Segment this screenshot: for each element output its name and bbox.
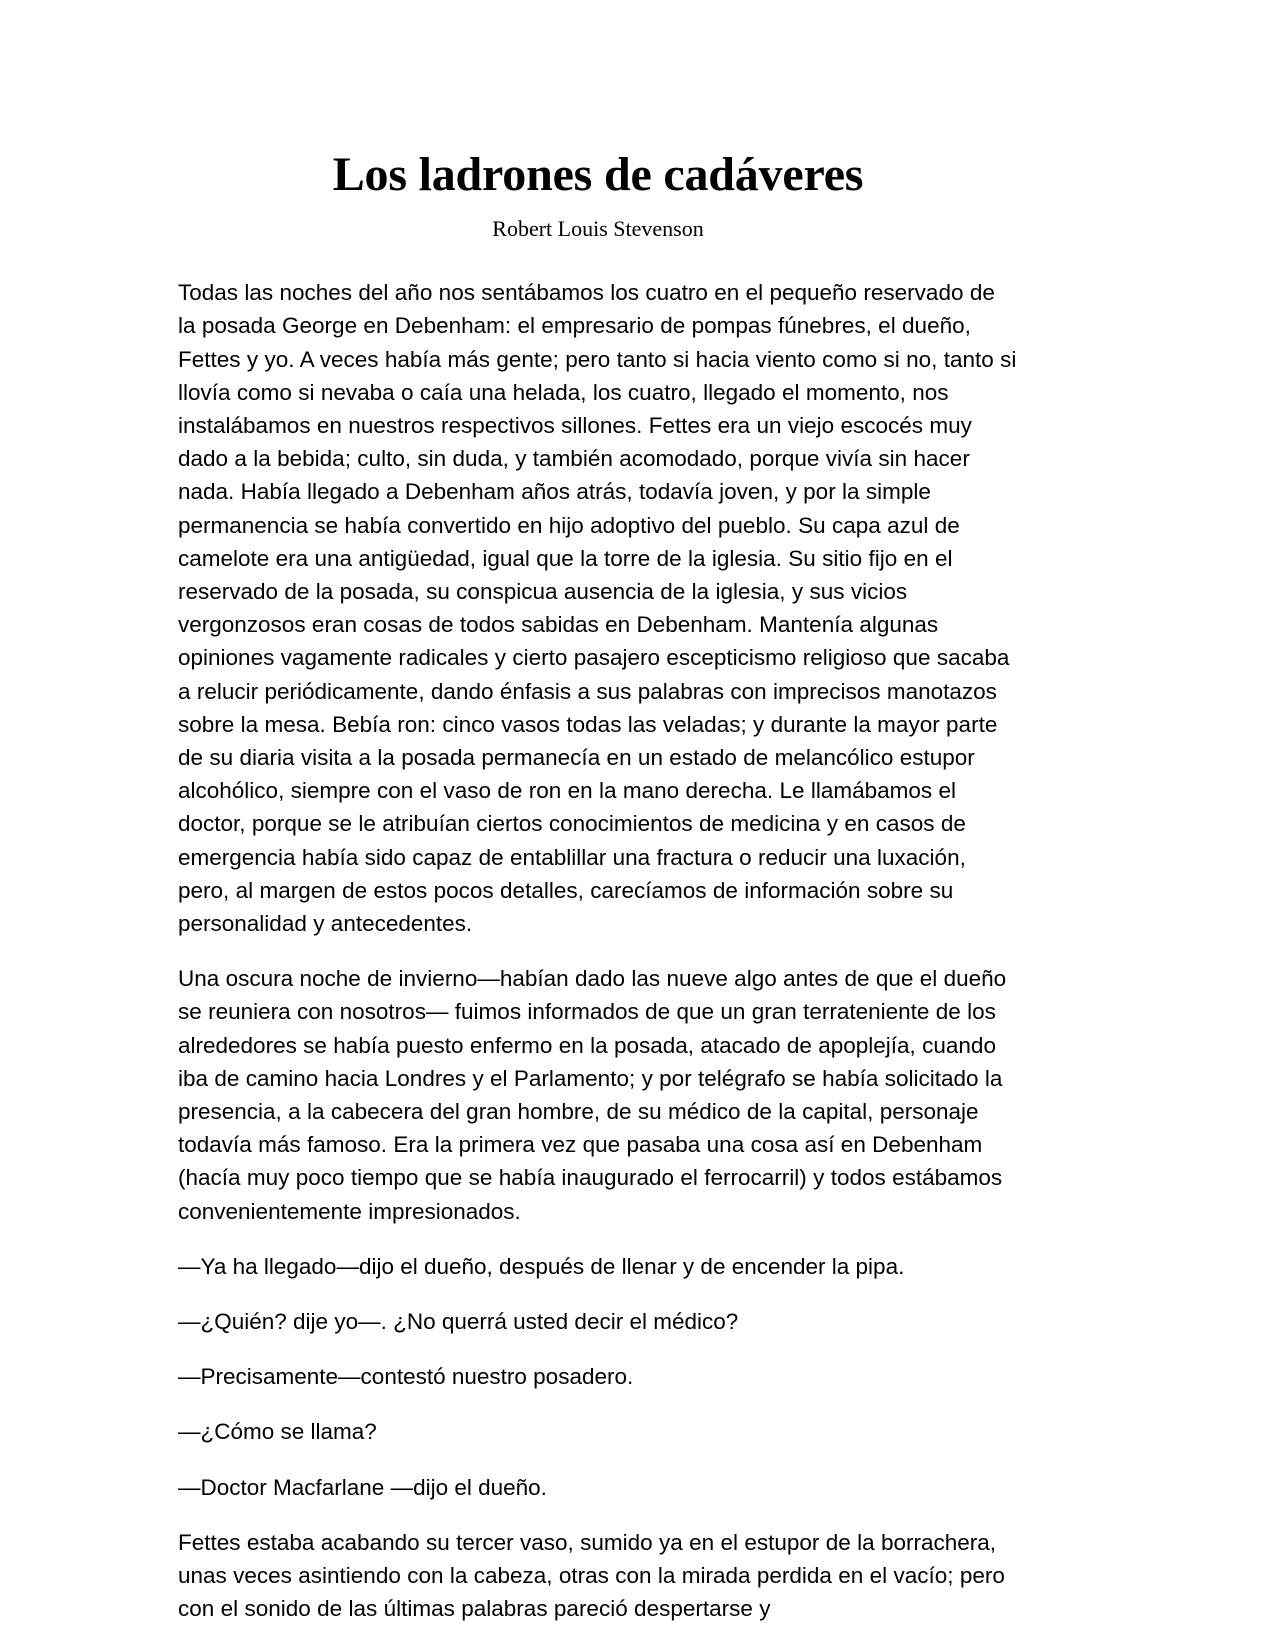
page-title: Los ladrones de cadáveres xyxy=(332,148,864,201)
body-paragraph: Una oscura noche de invierno—habían dado las nueve algo antes de que el dueño se reuniera con nosotros— fuimos informados de que un gran terrateniente de los alrededores se había puesto enfermo en la posada, atacado de apoplejía, cuando iba de camino hacia Londres y el Parlamento; y por telégrafo se había solicitado la presencia, a la cabecera del gran hombre, de su médico de la capital, personaje todavía más famoso. Era la primera vez que pasaba una cosa así en Debenham (hacía muy poco tiempo que se había inaugurado el ferrocarril) y todos estábamos convenientemente impresionados. xyxy=(178,966,1007,1224)
dialogue-line: —¿Cómo se llama? xyxy=(178,1419,377,1445)
body-paragraph: Fettes estaba acabando su tercer vaso, sumido ya en el estupor de la borrachera, unas veces asintiendo con la cabeza, otras con la mirada perdida en el vacío; pero con el sonido de las últimas palabras pareció despertarse y xyxy=(178,1529,1005,1622)
dialogue-line: —Precisamente—contestó nuestro posadero. xyxy=(178,1364,634,1390)
body-paragraph: Todas las noches del año nos sentábamos los cuatro en el pequeño reservado de la posada George en Debenham: el empresario de pompas fúnebres, el dueño, Fettes y yo. A veces había más gente; pero tanto si hacia viento como si no, tanto si llovía como si nevaba o caía una helada, los cuatro, llegado el momento, nos instalábamos en nuestros respectivos sillones. Fettes era un viejo escocés muy dado a la bebida; culto, sin duda, y también acomodado, porque vivía sin hacer nada. Había llegado a Debenham años atrás, todavía joven, y por la simple permanencia se había convertido en hijo adoptivo del pueblo. Su capa azul de camelote era una antigüedad, igual que la torre de la iglesia. Su sitio fijo en el reservado de la posada, su conspicua ausencia de la iglesia, y sus vicios vergonzosos eran cosas de todos sabidas en Debenham. Mantenía algunas opiniones vagamente radicales y cierto pasajero escepticismo religioso que sacaba a relucir periódicamente, dando énfasis a sus palabras con imprecisos manotazos sobre la mesa. Bebía ron: cinco vasos todas las veladas; y durante la mayor parte de su diaria visita a la posada permanecía en un estado de melancólico estupor alcohólico, siempre con el vaso de ron en la mano derecha. Le llamábamos el doctor, porque se le atribuían ciertos conocimientos de medicina y en casos de emergencia había sido capaz de entablillar una fractura o reducir una luxación, pero, al margen de estos pocos detalles, carecíamos de información sobre su personalidad y antecedentes. xyxy=(178,280,1017,936)
dialogue-line: —Ya ha llegado—dijo el dueño, después de llenar y de encender la pipa. xyxy=(178,1253,905,1279)
document-body xyxy=(178,242,1018,1625)
document-author: Robert Louis Stevenson xyxy=(492,215,704,241)
dialogue-line: —¿Quién? dije yo—. ¿No querrá usted decir el médico? xyxy=(178,1309,739,1335)
dialogue-line: —Doctor Macfarlane —dijo el dueño. xyxy=(178,1474,547,1500)
document-content xyxy=(178,0,1018,1625)
